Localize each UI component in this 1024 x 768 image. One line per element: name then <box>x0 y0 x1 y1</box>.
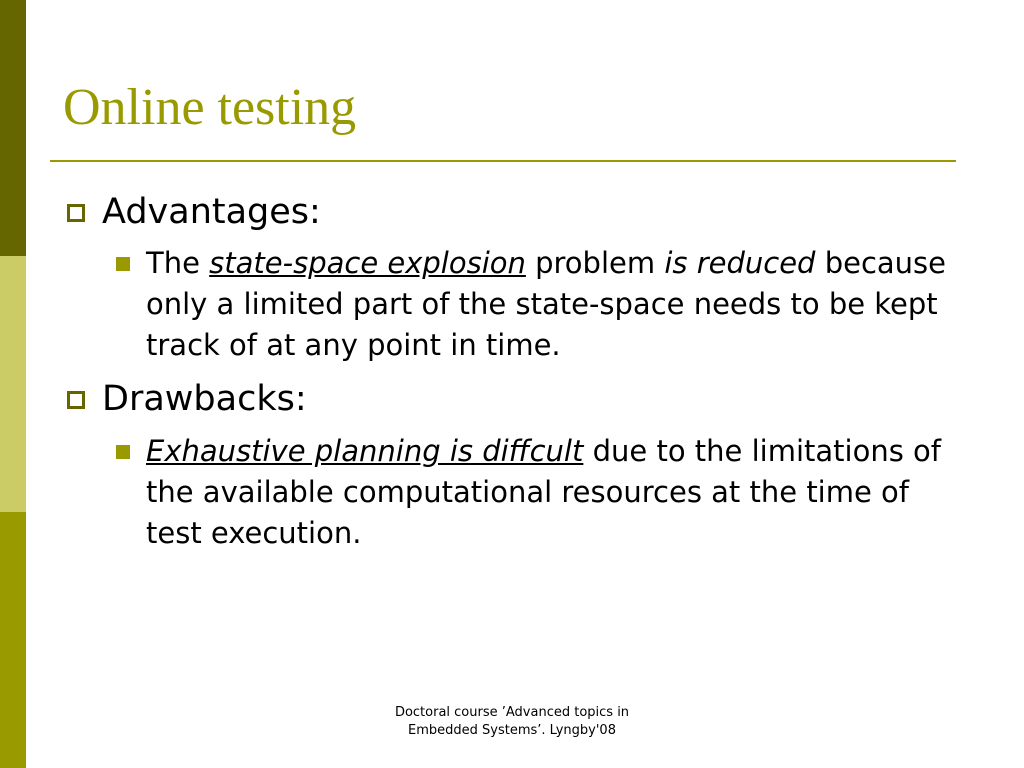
slide-footer <box>352 704 672 740</box>
sidebar-band-middle <box>0 256 26 512</box>
footer-line-2: Embedded Systems’. Lyngby'08 <box>408 723 616 738</box>
footer-line-1: Doctoral course ’Advanced topics in <box>394 705 630 720</box>
filled-square-bullet-icon <box>116 257 130 271</box>
exhaustive-planning-term: Exhaustive planning is diffcult <box>146 434 584 468</box>
slide-title: Online testing <box>63 79 357 136</box>
advantages-heading: Advantages: <box>102 192 321 232</box>
is-reduced-phrase: is reduced <box>664 246 816 280</box>
advantages-word-problem: problem <box>535 246 656 280</box>
state-space-explosion-term: state-space explosion <box>209 246 526 280</box>
drawbacks-heading: Drawbacks: <box>102 379 307 419</box>
sidebar-band-bottom <box>0 512 26 768</box>
advantages-point <box>146 243 956 366</box>
drawbacks-point <box>146 431 956 554</box>
hollow-square-bullet-icon <box>67 391 85 409</box>
sidebar-band-top <box>0 0 26 256</box>
advantages-word-the: The <box>146 246 200 280</box>
title-divider <box>50 160 956 162</box>
filled-square-bullet-icon <box>116 445 130 459</box>
drawbacks-explanation: due to the limitations of the available computational resources at the time of test execution. <box>146 434 941 550</box>
hollow-square-bullet-icon <box>67 204 85 222</box>
advantages-explanation: because only a limited part of the state-space needs to be kept track of at any point in time. <box>146 246 946 362</box>
